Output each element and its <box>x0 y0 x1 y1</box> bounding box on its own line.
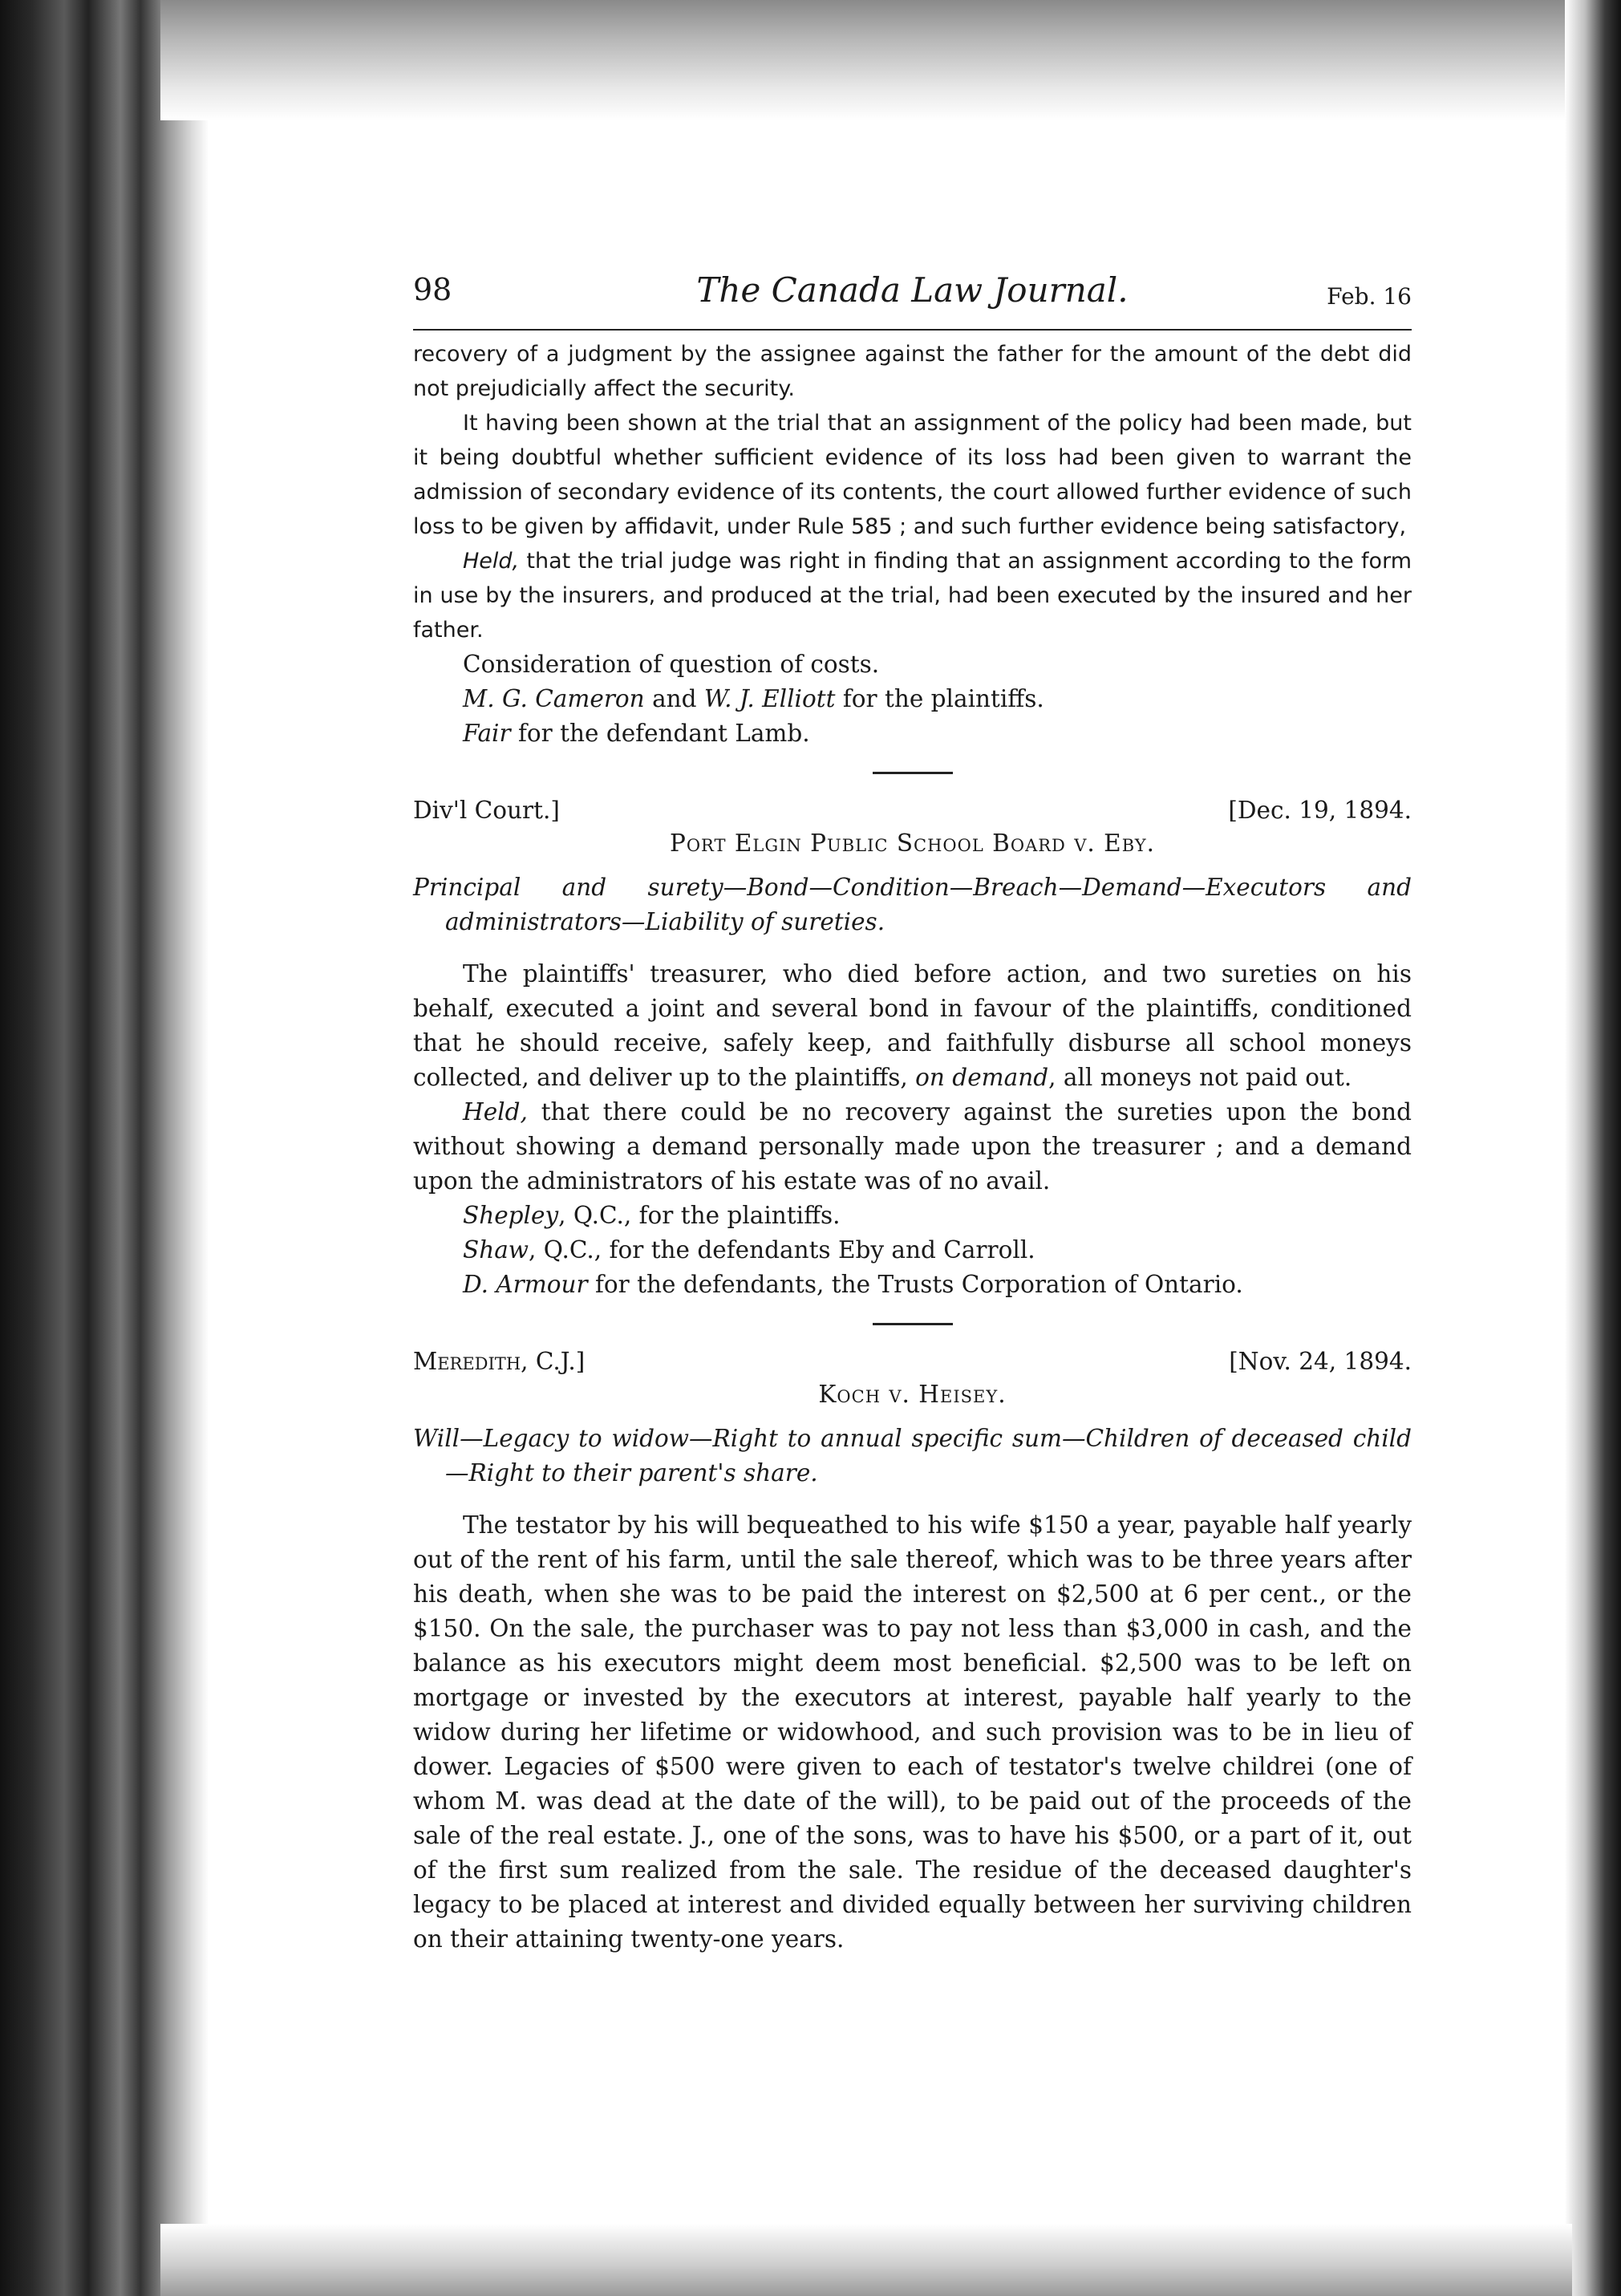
page-number: 98 <box>413 272 452 307</box>
counsel-text: for the defendant Lamb. <box>510 720 810 747</box>
held-label: Held, <box>463 1098 528 1126</box>
court-name: Meredith, C.J.] <box>413 1348 586 1375</box>
counsel-line <box>413 1233 1412 1268</box>
counsel-text: for the plaintiffs. <box>835 685 1044 712</box>
case-date: [Nov. 24, 1894. <box>1229 1348 1412 1375</box>
section-divider <box>873 772 953 774</box>
paragraph: The testator by his will bequeathed to his wife $150 a year, payable half yearly out of the rent of his farm, until the sale thereof, which was to be three years after his death, when she was to be paid the interest on $2,500 at 6 per cent., or the $150. On the sale, the purchaser was to pay not less than $3,000 in cash, and the balance as his executors might deem most beneficial. $2,500 was to be left on mortgage or invested by the executors at interest, payable half yearly to the widow during her lifetime or widowhood, and such provision was to be in lieu of dower. Legacies of $500 were given to each of testator's twelve childrei (one of whom M. was dead at the date of the will), to be paid out of the proceeds of the sale of the real estate. J., one of the sons, was to have his $500, or a part of it, out of the first sum realized from the sale. The residue of the deceased daughter's legacy to be placed at interest and divided equally between her surviving children on their attaining twenty-one years. <box>413 1511 1412 1953</box>
held-text: that there could be no recovery against the sureties upon the bond without showing a demand personally made upon the treasurer ; and a demand upon the administrators of his estate was of no avail. <box>413 1098 1412 1195</box>
text-run-italic: on demand <box>915 1064 1049 1091</box>
held-text: that the trial judge was right in finding that an assignment according to the form in use by the insurers, and produced at the trial, had been executed by the insured and her father. <box>413 549 1412 643</box>
paragraph <box>413 957 1412 1095</box>
case-court-line <box>413 793 1412 828</box>
paragraph: It having been shown at the trial that an assignment of the policy had been made, but it being doubtful whether sufficient evidence of its loss had been given to warrant the admission of secondary evidence of its contents, the court allowed further evidence of such loss to be given by affidavit, under Rule 585 ; and such further evidence being satisfactory, <box>413 411 1412 539</box>
counsel-text: , Q.C., for the defendants Eby and Carroll. <box>529 1236 1035 1264</box>
text-run: The plaintiffs' treasurer, who died before action, and two sureties on his behalf, executed a joint and several bond in favour of the plaintiffs, conditioned that he should receive, safely keep, and faithfully disburse all school moneys collected, and deliver up to the plaintiffs, <box>413 960 1412 1091</box>
counsel-line <box>413 1199 1412 1233</box>
held-paragraph <box>413 1095 1412 1199</box>
catchwords: Will—Legacy to widow—Right to annual specific sum—Children of deceased child—Right to their parent's share. <box>413 1425 1412 1487</box>
counsel-name: M. G. Cameron <box>463 685 645 712</box>
counsel-text: , Q.C., for the plaintiffs. <box>558 1202 841 1229</box>
costs-line: Consideration of question of costs. <box>463 651 880 678</box>
scan-top-edge <box>160 0 1572 120</box>
counsel-name: D. Armour <box>463 1271 588 1298</box>
text-run: , all moneys not paid out. <box>1048 1064 1352 1091</box>
case-court-line <box>413 1345 1412 1379</box>
scan-bottom-edge <box>160 2224 1572 2296</box>
counsel-name: Shaw <box>463 1236 529 1264</box>
section-divider <box>873 1323 953 1325</box>
counsel-and: and <box>644 685 704 712</box>
counsel-line <box>413 716 1412 751</box>
counsel-text: for the defendants, the Trusts Corporation of Ontario. <box>587 1271 1243 1298</box>
counsel-line <box>413 682 1412 716</box>
case-title: Koch v. Heisey. <box>818 1381 1007 1408</box>
continued-paragraph: recovery of a judgment by the assignee against the father for the amount of the debt did not prejudicially affect the security. <box>413 342 1412 401</box>
catchwords: Principal and surety—Bond—Condition—Breach—Demand—Executors and administrators—Liability of sureties. <box>413 874 1412 935</box>
court-name: Div'l Court.] <box>413 797 560 824</box>
running-head <box>413 270 1412 331</box>
held-label: Held, <box>463 549 520 574</box>
journal-title: The Canada Law Journal. <box>696 270 1129 310</box>
held-paragraph <box>413 544 1412 647</box>
case-title: Port Elgin Public School Board v. Eby. <box>669 830 1156 857</box>
scan-right-edge <box>1565 0 1621 2296</box>
counsel-name: Fair <box>463 720 511 747</box>
counsel-name: Shepley <box>463 1202 559 1229</box>
counsel-name: W. J. Elliott <box>703 685 836 712</box>
counsel-line <box>413 1268 1412 1302</box>
scan-left-edge <box>0 0 209 2296</box>
issue-date: Feb. 16 <box>1327 283 1412 310</box>
journal-page <box>413 270 1412 1957</box>
case-date: [Dec. 19, 1894. <box>1228 797 1412 824</box>
